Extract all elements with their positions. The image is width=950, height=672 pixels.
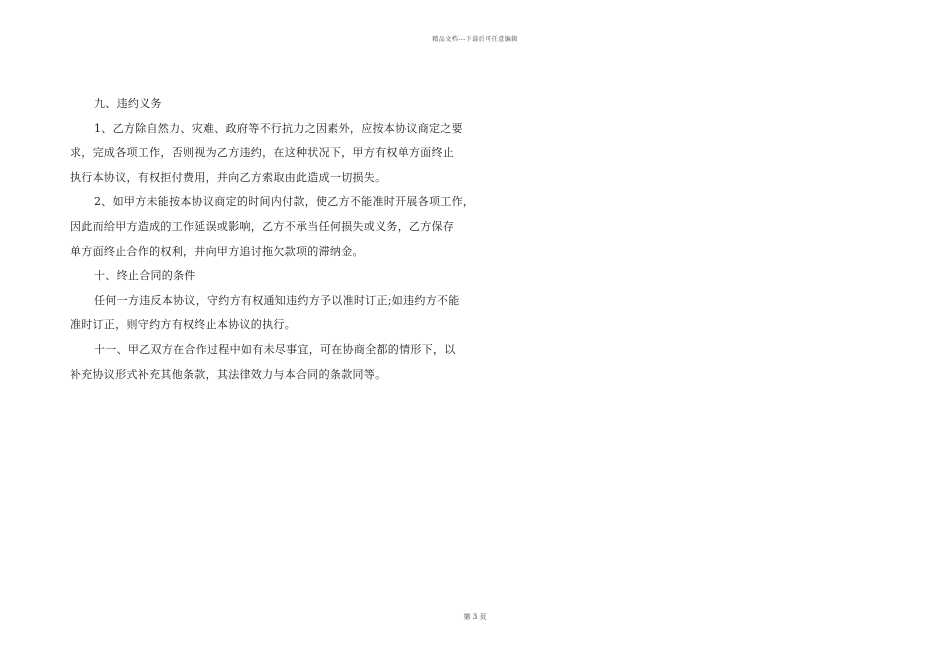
document-header-note: 精品文档---下载后可任意编辑 [432,36,518,43]
section-heading-breach: 九、违约义务 [94,97,162,110]
paragraph-line: 单方面终止合作的权利，并向甲方追讨拖欠款项的滞纳金。 [70,244,364,258]
paragraph-line: 求，完成各项工作，否则视为乙方违约，在这种状况下，甲方有权单方面终止 [70,146,455,160]
paragraph-line: 补充协议形式补充其他条款，其法律效力与本合同的条款同等。 [70,367,387,381]
paragraph-line: 因此而给甲方造成的工作延误或影响，乙方不承当任何损失或义务，乙方保存 [70,219,455,233]
document-body [70,92,475,387]
paragraph-line: 十一、甲乙双方在合作过程中如有未尽事宜，可在协商全都的情形下，以 [94,342,456,356]
page-number: 第 3 页 [463,613,487,621]
paragraph-line: 1、乙方除自然力、灾难、政府等不行抗力之因素外，应按本协议商定之要 [94,121,463,135]
section-heading-termination: 十、终止合同的条件 [94,269,196,283]
paragraph-line: 任何一方违反本协议，守约方有权通知违约方予以准时订正;如违约方不能 [94,293,460,307]
paragraph-line: 执行本协议，有权拒付费用，并向乙方索取由此造成一切损失。 [70,170,387,184]
paragraph-line: 2、如甲方未能按本协议商定的时间内付款，使乙方不能准时开展各项工作， [94,195,475,209]
paragraph-line: 准时订正，则守约方有权终止本协议的执行。 [70,318,296,332]
